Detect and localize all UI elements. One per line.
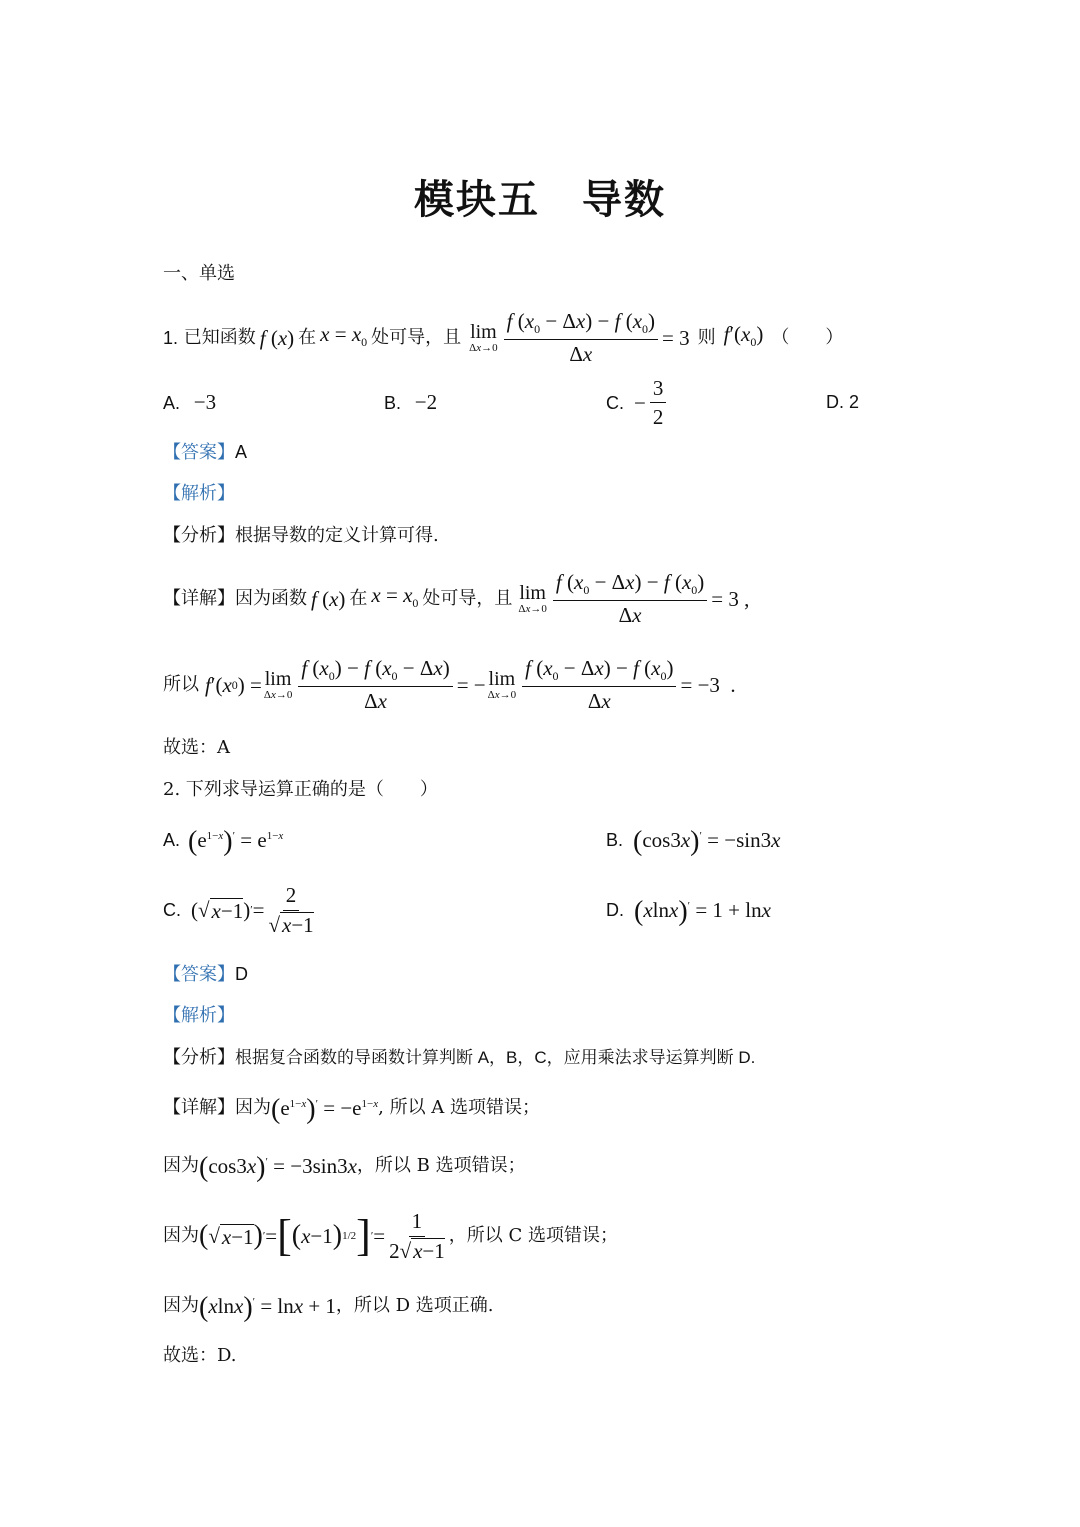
analysis-tag: 【解析】 — [163, 1005, 235, 1026]
formula-solution-a: $(e^{1-x})' = -e^{1-x}$ — [271, 1094, 379, 1126]
answer-tag: 【答案】 — [163, 442, 235, 463]
result-value: = −3 — [680, 673, 720, 697]
option-a — [163, 390, 216, 416]
fenxi-tag: 【分析】 — [163, 525, 235, 546]
formula-x-eq-x0: $x = x_0$ — [320, 321, 368, 350]
formula-solution-d: (xlnx)′ = lnx + 1 — [199, 1292, 336, 1324]
formula-x-eq-x0: $x = x_0$ — [371, 582, 419, 611]
option-value: −2 — [414, 390, 438, 414]
option-value — [634, 376, 670, 429]
question-2: 2. 下列求导运算正确的是（ ） — [163, 779, 438, 800]
answer-value: A — [235, 442, 248, 462]
answer-value: D — [235, 964, 248, 984]
option-b — [606, 820, 780, 860]
solution-text: 因为函数 — [235, 588, 307, 609]
formula-option-d: (xlnx)′ = 1 + lnx — [634, 896, 771, 928]
formula-fprime-x0: $f'(x_0)$ — [723, 321, 764, 350]
detailed-solution-line-1 — [163, 1088, 540, 1128]
solution-text: , 所以 A 选项错误； — [378, 1097, 541, 1118]
option-label: A. — [163, 830, 181, 850]
formula-solution-b: (cos3x)′ = −3sin3x — [199, 1152, 357, 1184]
option-d: D. 2 — [826, 392, 860, 412]
question-1 — [163, 298, 843, 378]
solution-text: 所以 — [163, 674, 199, 695]
option-c — [163, 878, 318, 942]
question-text: 则 — [697, 327, 716, 348]
question-text: 在 — [298, 327, 317, 348]
final-choice: 故选：D. — [163, 1345, 237, 1366]
option-label: B. — [606, 830, 624, 850]
question-text: 已知函数 — [183, 327, 256, 348]
solution-text: 处可导，且 — [422, 588, 513, 609]
xiangjie-tag: 【详解】 — [163, 588, 235, 609]
question-number: 1. — [163, 328, 179, 348]
numerator: 3 — [650, 376, 667, 403]
solution-text: 因为 — [163, 1155, 199, 1176]
solution-text: 因为 — [235, 1097, 271, 1118]
analysis-tag: 【解析】 — [163, 483, 235, 504]
formula-solution-c: ( √ x−1 ) ′ = [ ( x −1 ) 1/2 ] ′ = $\frac{1}{2√x-1}$ — [199, 1209, 445, 1263]
detailed-solution-line-4 — [163, 1286, 494, 1326]
detailed-solution-line-2 — [163, 1146, 526, 1186]
option-label: B. — [384, 393, 402, 413]
formula-limit-condition: lim Δx→0 $\frac{f (x_0 - \Delta x) - f (x_0)}{\Delta x}$ = 3 , — [518, 570, 750, 628]
answer-line — [163, 962, 248, 987]
formula-fx: f (x) — [311, 587, 346, 611]
solution-text: 因为 — [163, 1225, 199, 1246]
question-text: 处可导，且 — [371, 327, 462, 348]
option-c — [606, 376, 670, 429]
formula-option-a: $(e^{1-x})' = e^{1-x}$ — [188, 826, 284, 858]
formula-limit-condition: lim Δx→0 $\frac{f (x_0 - \Delta x) - f (x_0)}{\Delta x}$ = 3 — [469, 309, 690, 367]
formula-derivative-chain: f ′( x 0 ) = lim Δx→0 $\frac{f (x_0) - f (x_0 - \Delta x)}{\Delta x}$ = − lim Δx→0 $\frac{f (x_0 - \Delta x) - f (x_0)}{\Delta x}$ = −3 . — [205, 656, 736, 714]
detailed-solution-line-3 — [163, 1204, 618, 1268]
final-choice: 故选：A — [163, 737, 230, 758]
option-label: A. — [163, 393, 181, 413]
denominator: 2 — [652, 405, 664, 430]
option-label: C. — [163, 900, 181, 920]
formula-option-c: (√ x−1 ) ′ = $\frac{2}{√x-1}$ — [191, 883, 314, 937]
minus-sign: − — [634, 390, 646, 415]
fenxi-text: 根据导数的定义计算可得. — [235, 525, 439, 546]
page-title: 模块五 导数 — [414, 177, 666, 223]
analysis-summary — [163, 524, 439, 548]
analysis-summary — [163, 1046, 755, 1070]
option-label: C. — [606, 392, 624, 413]
answer-tag: 【答案】 — [163, 964, 235, 985]
formula-option-b: (cos3x)′ = −sin3x — [633, 826, 781, 858]
option-d — [606, 890, 771, 930]
solution-text: ，所以 C 选项错误； — [448, 1225, 618, 1246]
option-a — [163, 820, 283, 860]
solution-text: 在 — [349, 588, 368, 609]
solution-text: ，所以 B 选项错误； — [356, 1155, 526, 1176]
solution-text: 因为 — [163, 1295, 199, 1316]
solution-text: ，所以 D 选项正确. — [335, 1295, 494, 1316]
answer-blank: （ ） — [771, 327, 844, 348]
fenxi-text: 根据复合函数的导函数计算判断 A，B，C，应用乘法求导运算判断 D. — [235, 1048, 756, 1067]
section-heading: 一、单选 — [163, 263, 235, 284]
option-value: −3 — [193, 390, 217, 414]
detailed-solution-line-2 — [163, 652, 736, 718]
xiangjie-tag: 【详解】 — [163, 1097, 235, 1118]
option-b — [384, 390, 437, 416]
answer-line — [163, 440, 247, 465]
detailed-solution-line-1 — [163, 566, 749, 632]
fenxi-tag: 【分析】 — [163, 1047, 235, 1068]
formula-fx: f (x) — [259, 326, 295, 350]
option-label: D. — [606, 900, 624, 920]
